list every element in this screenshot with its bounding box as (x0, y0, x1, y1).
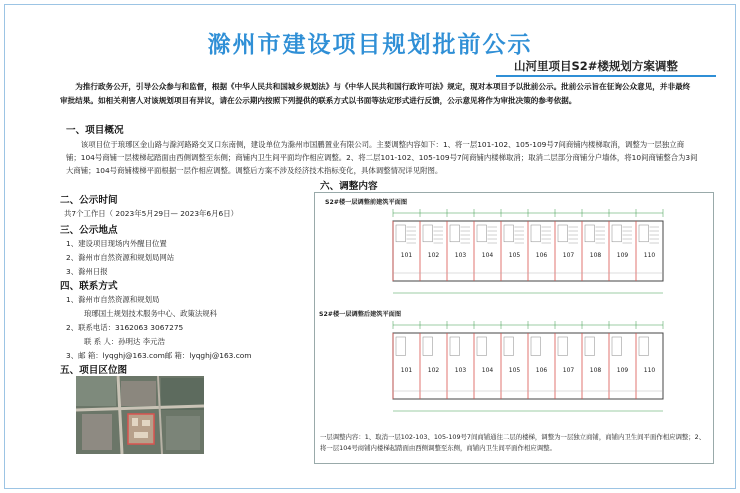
location-item: 3、滁州日报 (66, 267, 108, 276)
toilet-room (531, 337, 540, 355)
unit-number: 106 (535, 367, 548, 374)
toilet-room (585, 225, 594, 242)
toilet-room (396, 225, 405, 242)
unit-number: 108 (589, 252, 602, 259)
toilet-room (477, 337, 486, 355)
page-title: 滁州市建设项目规划批前公示 (207, 32, 533, 58)
unit-number: 108 (589, 367, 602, 374)
unit-number: 107 (562, 367, 575, 374)
plan-before-label: S2#楼一层调整前建筑平面图 (325, 199, 408, 206)
unit-number: 102 (427, 252, 440, 259)
toilet-room (639, 225, 648, 242)
unit-number: 101 (400, 367, 413, 374)
section-period-heading: 二、公示时间 (60, 195, 118, 206)
toilet-room (558, 337, 567, 355)
unit-number: 106 (535, 252, 548, 259)
toilet-room (396, 337, 405, 355)
section-overview-heading: 一、项目概况 (66, 125, 124, 136)
section-contact-heading: 四、联系方式 (60, 281, 118, 292)
unit-number: 110 (643, 367, 656, 374)
toilet-room (612, 225, 621, 242)
location-map-image (76, 376, 204, 454)
contact-phone: 2、联系电话：3162063 3067275 (66, 323, 184, 332)
project-subtitle: 山河里项目S2#楼规划方案调整 (514, 59, 678, 73)
unit-number: 107 (562, 252, 575, 259)
unit-number: 101 (400, 252, 413, 259)
plan-drawings-box (314, 192, 714, 464)
location-item: 1、建设项目现场内外醒目位置 (66, 239, 167, 248)
contact-person: 联 系 人：孙明达 李元浩 (84, 337, 165, 346)
intro-paragraph: 为推行政务公开，引导公众参与和监督，根据《中华人民共和国城乡规划法》与《中华人民共和国行政许可法》规定，现对本项目予以批前公示。批前公示旨在征询公众意见，并非最终审批结果。如相关利害人对该规划项目有异议，请在公示期内按照下列提供的联系方式以书面等法定形式进行反馈，公示意见将作为审批决策的参考依据。 (60, 82, 691, 105)
unit-number: 105 (508, 367, 521, 374)
plan-before-drawing (323, 207, 707, 307)
section-map-heading: 五、项目区位图 (60, 365, 128, 376)
unit-number: 103 (454, 367, 467, 374)
unit-number: 102 (427, 367, 440, 374)
location-item: 2、滁州市自然资源和规划局网站 (66, 253, 175, 262)
toilet-room (639, 337, 648, 355)
toilet-room (423, 225, 432, 242)
unit-number: 105 (508, 252, 521, 259)
subtitle-underline (496, 75, 716, 77)
toilet-room (504, 225, 513, 242)
contact-org: 1、滁州市自然资源和规划局 (66, 295, 160, 304)
plan-after-drawing (323, 319, 707, 425)
toilet-room (477, 225, 486, 242)
adjust-caption: 一层调整内容：1、取消一层102-103、105-109号7间商铺通往二层的楼梯，调整为一层独立商铺，商铺内卫生间平面作相应调整；2、将一层104号商铺内楼梯起踏面由西侧调整至东侧，商铺内卫生间平面作相应调整。 (320, 433, 706, 452)
unit-number: 104 (481, 252, 494, 259)
section-adjust-heading: 六、调整内容 (320, 181, 378, 192)
section-location-heading: 三、公示地点 (60, 225, 118, 236)
toilet-room (504, 337, 513, 355)
section-overview-text: 该项目位于琅琊区金山路与滁河路路交叉口东南侧，建设单位为滁州市国鹏置业有限公司。主要调整内容如下：1、将一层101-102、105-109号7间商铺内楼梯取消，调整为一层独立商铺；104号商铺一层楼梯起踏面由西侧调整至东侧；商铺内卫生间平面均作相应调整。2、将二层101-102、105-109号7间商铺内楼梯取消；取消二层部分商铺分户墙体，将10间商铺整合为3间大商铺；104号商铺楼梯平面根据一层作相应调整。调整后方案不涉及经济技术指标变化，具体调整情况详见附图。 (66, 140, 698, 176)
plan-after-label: S2#楼一层调整后建筑平面图 (319, 311, 402, 318)
toilet-room (423, 337, 432, 355)
contact-email: 3、邮 箱：lyqghj@163.com邮 箱：lyqghj@163.com (66, 351, 252, 360)
unit-number: 109 (616, 367, 629, 374)
toilet-room (450, 337, 459, 355)
unit-number: 109 (616, 252, 629, 259)
toilet-room (612, 337, 621, 355)
toilet-room (531, 225, 540, 242)
unit-number: 110 (643, 252, 656, 259)
contact-dept: 琅琊国土规划技术服务中心、政策法规科 (84, 309, 218, 318)
unit-number: 103 (454, 252, 467, 259)
toilet-room (558, 225, 567, 242)
toilet-room (450, 225, 459, 242)
unit-number: 104 (481, 367, 494, 374)
toilet-room (585, 337, 594, 355)
section-period-text: 共7个工作日（ 2023年5月29日— 2023年6月6日） (64, 209, 238, 218)
